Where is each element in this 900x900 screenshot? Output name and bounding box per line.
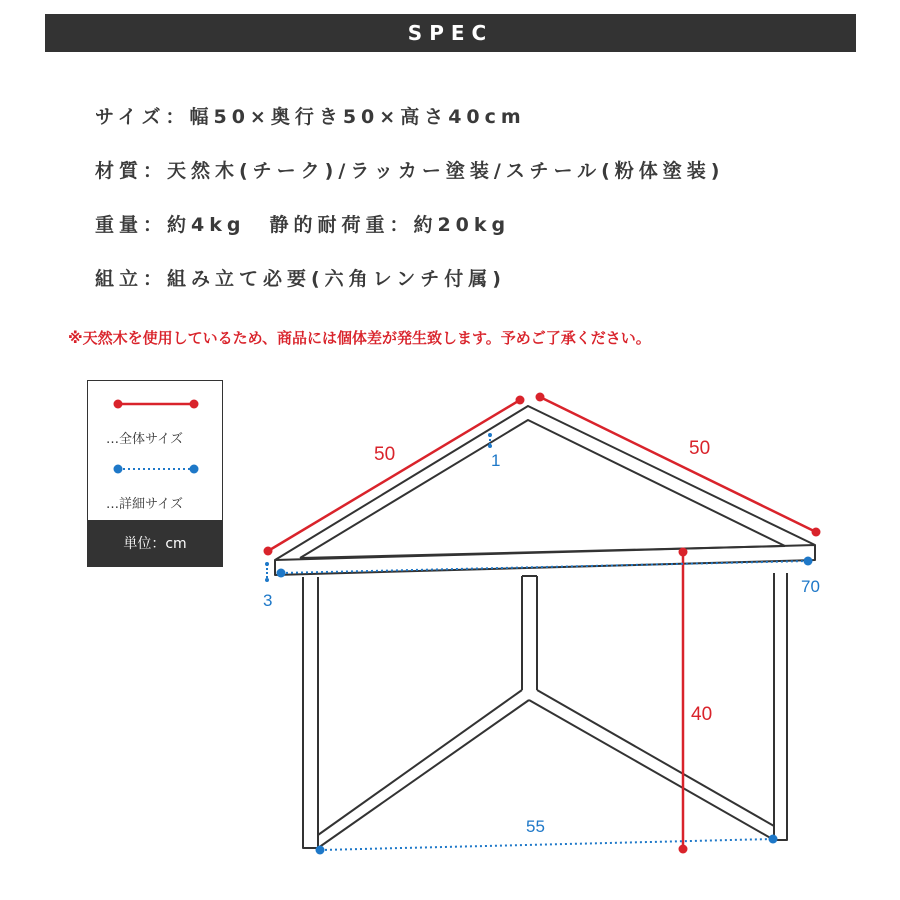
dim-label-thickness: 3 <box>263 591 273 610</box>
detail-dimensions <box>263 433 820 855</box>
dim-label-width-left: 50 <box>374 444 396 465</box>
overall-dimensions <box>264 393 821 854</box>
spec-material: 材質：天然木(チーク)/ラッカー塗装/スチール(粉体塗装) <box>95 160 725 182</box>
dim-line-bevel <box>488 433 492 448</box>
table-frame <box>275 406 815 848</box>
spec-title: SPEC <box>407 21 494 45</box>
dim-label-height: 40 <box>691 704 713 725</box>
dim-line-height <box>679 548 688 854</box>
individual-difference-note: ※天然木を使用しているため、商品には個体差が発生致します。予めご了承ください。 <box>68 329 651 347</box>
legend-overall-label: …全体サイズ <box>106 432 183 447</box>
dim-label-depth: 70 <box>801 577 820 596</box>
dim-line-width-right <box>536 393 821 537</box>
legend-unit: 単位：cm <box>88 520 222 566</box>
spec-assembly: 組立：組み立て必要(六角レンチ付属) <box>95 268 506 290</box>
dim-label-base: 55 <box>526 817 545 836</box>
dim-label-width-right: 50 <box>689 438 711 459</box>
dim-line-base <box>316 835 778 855</box>
dim-line-thickness <box>265 562 269 582</box>
dim-line-width-left <box>264 396 525 556</box>
spec-weight: 重量：約4kg 静的耐荷重：約20kg <box>95 214 511 236</box>
dim-label-bevel: 1 <box>491 451 501 470</box>
spec-size: サイズ：幅50×奥行き50×高さ40cm <box>95 106 526 128</box>
legend-detail-label: …詳細サイズ <box>106 497 183 512</box>
